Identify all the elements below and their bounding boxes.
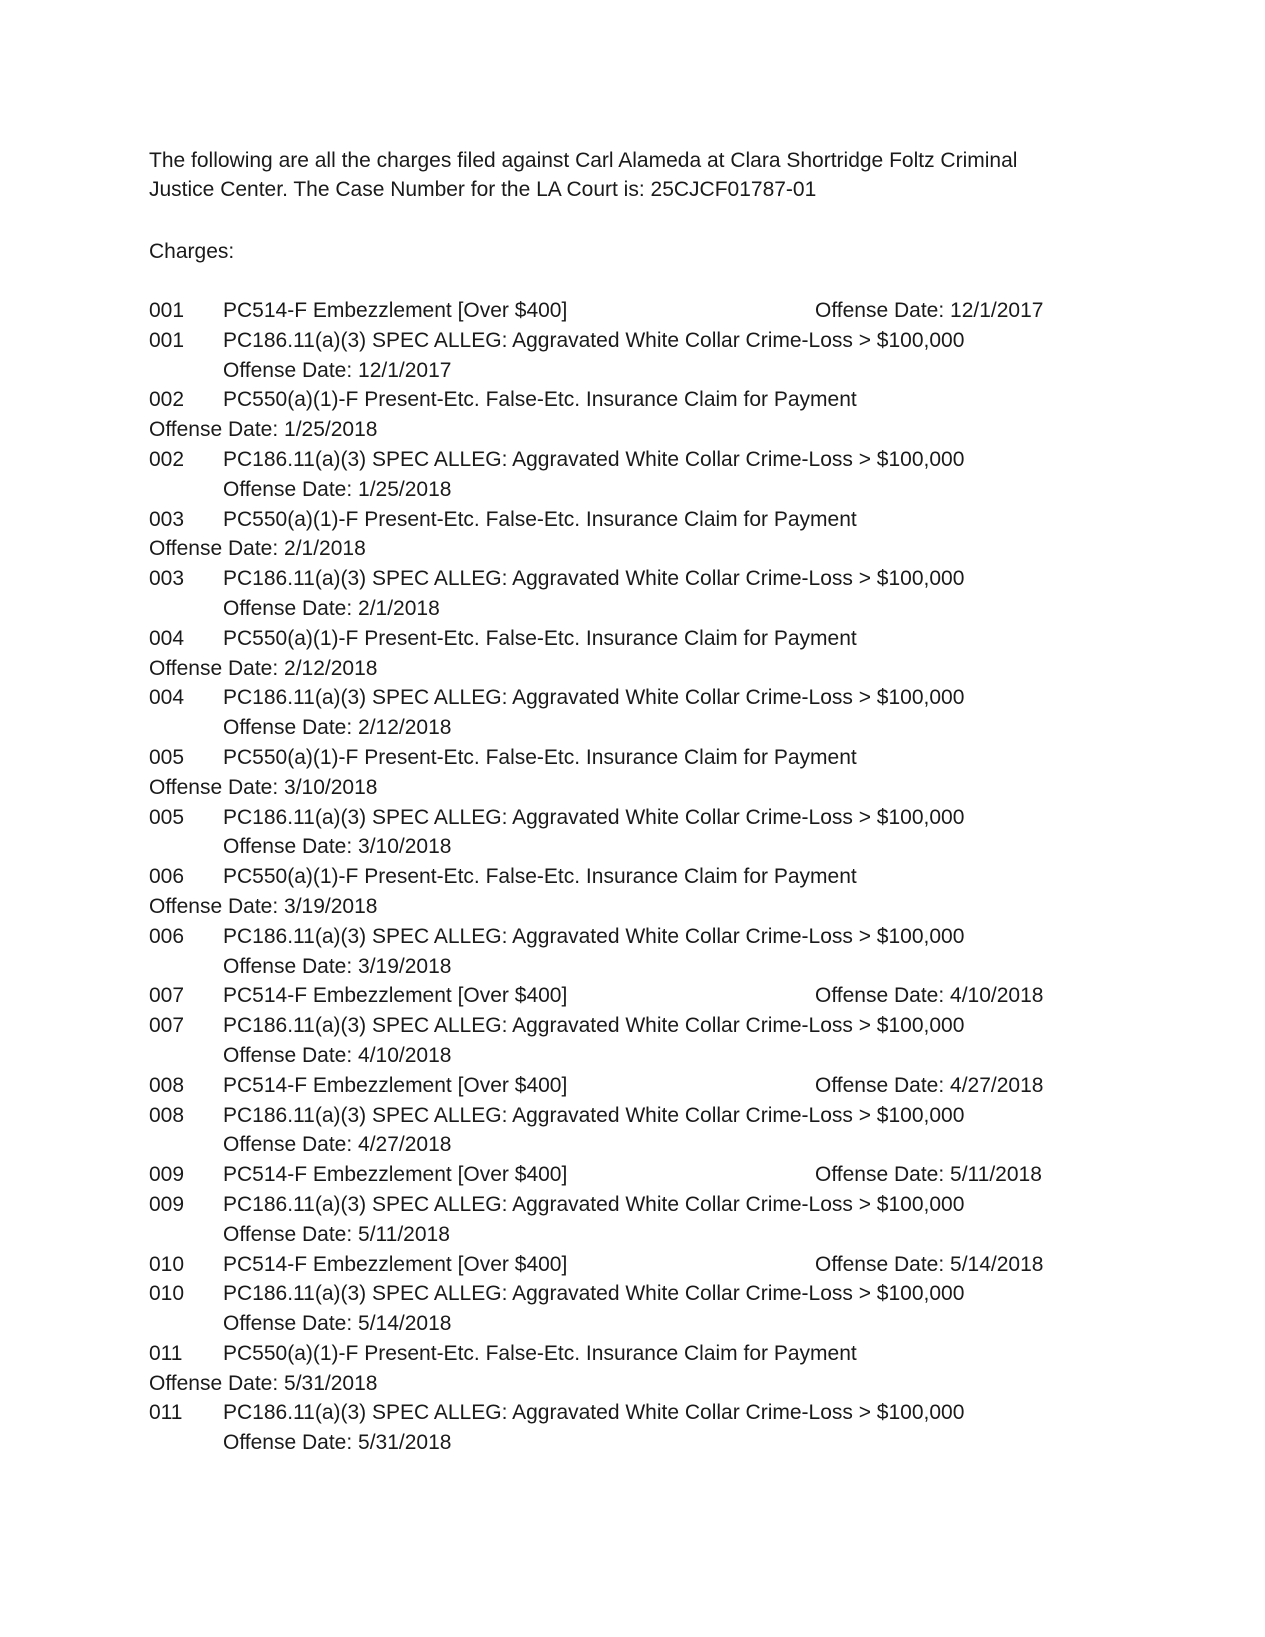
offense-date: Offense Date: 5/14/2018 [815, 1252, 1044, 1276]
offense-date-row [149, 952, 1149, 982]
offense-date: Offense Date: 5/31/2018 [223, 1431, 452, 1455]
charge-row [149, 1339, 1149, 1369]
charge-row [149, 1160, 1149, 1190]
charge-number: 007 [149, 1014, 185, 1038]
charge-description: PC550(a)(1)-F Present-Etc. False-Etc. Insurance Claim for Payment [223, 865, 857, 889]
charge-description: PC186.11(a)(3) SPEC ALLEG: Aggravated White Collar Crime-Loss > $100,000 [223, 1401, 965, 1425]
offense-date: Offense Date: 5/11/2018 [223, 1222, 450, 1246]
offense-date: Offense Date: 3/19/2018 [149, 894, 378, 918]
offense-date-row [149, 1428, 1149, 1458]
charge-description: PC514-F Embezzlement [Over $400] [223, 299, 568, 322]
offense-date: Offense Date: 1/25/2018 [149, 418, 378, 442]
charge-number: 006 [149, 865, 185, 889]
charge-row [149, 1279, 1149, 1309]
charge-row [149, 326, 1149, 356]
offense-date-row [149, 1130, 1149, 1160]
offense-date-row [149, 1220, 1149, 1250]
offense-date: Offense Date: 3/19/2018 [223, 954, 452, 978]
charge-row [149, 862, 1149, 892]
offense-date: Offense Date: 5/11/2018 [815, 1163, 1042, 1187]
charge-row [149, 981, 1149, 1011]
offense-date-row [149, 832, 1149, 862]
offense-date: Offense Date: 2/1/2018 [223, 596, 440, 620]
offense-date: Offense Date: 3/10/2018 [149, 775, 378, 799]
charge-number: 003 [149, 567, 185, 591]
charge-description: PC514-F Embezzlement [Over $400] [223, 1252, 568, 1276]
charge-row [149, 624, 1149, 654]
offense-date: Offense Date: 4/27/2018 [815, 1073, 1044, 1097]
charge-description: PC186.11(a)(3) SPEC ALLEG: Aggravated White Collar Crime-Loss > $100,000 [223, 924, 965, 948]
offense-date-row [149, 1369, 1149, 1399]
offense-date-row [149, 534, 1149, 564]
charge-row [149, 385, 1149, 415]
charge-row [149, 743, 1149, 773]
charges-list [149, 296, 1149, 1458]
charge-number: 006 [149, 924, 185, 948]
charge-number: 008 [149, 1073, 185, 1097]
charge-number: 001 [149, 299, 185, 322]
charge-row [149, 1011, 1149, 1041]
offense-date: Offense Date: 3/10/2018 [223, 835, 452, 859]
offense-date: Offense Date: 5/14/2018 [223, 1312, 452, 1336]
charge-number: 011 [149, 1341, 183, 1365]
charge-description: PC186.11(a)(3) SPEC ALLEG: Aggravated White Collar Crime-Loss > $100,000 [223, 1282, 965, 1306]
charge-row [149, 1250, 1149, 1280]
charges-heading: Charges: [149, 240, 235, 263]
offense-date-row [149, 892, 1149, 922]
offense-date-row [149, 594, 1149, 624]
charge-description: PC186.11(a)(3) SPEC ALLEG: Aggravated White Collar Crime-Loss > $100,000 [223, 686, 965, 710]
charge-description: PC186.11(a)(3) SPEC ALLEG: Aggravated White Collar Crime-Loss > $100,000 [223, 447, 965, 471]
charge-number: 001 [149, 328, 185, 352]
charge-row [149, 445, 1149, 475]
charge-number: 002 [149, 388, 185, 412]
offense-date-row [149, 475, 1149, 505]
offense-date-row [149, 773, 1149, 803]
charge-description: PC550(a)(1)-F Present-Etc. False-Etc. Insurance Claim for Payment [223, 1341, 857, 1365]
offense-date: Offense Date: 2/1/2018 [149, 537, 366, 561]
charge-number: 007 [149, 984, 185, 1008]
charge-description: PC186.11(a)(3) SPEC ALLEG: Aggravated White Collar Crime-Loss > $100,000 [223, 1014, 965, 1038]
charge-number: 002 [149, 447, 185, 471]
charge-description: PC186.11(a)(3) SPEC ALLEG: Aggravated White Collar Crime-Loss > $100,000 [223, 567, 965, 591]
offense-date: Offense Date: 4/27/2018 [223, 1133, 452, 1157]
charge-row [149, 683, 1149, 713]
charge-number: 011 [149, 1401, 183, 1425]
charge-number: 005 [149, 805, 185, 829]
charge-description: PC550(a)(1)-F Present-Etc. False-Etc. Insurance Claim for Payment [223, 507, 857, 531]
intro-line-1: The following are all the charges filed against Carl Alameda at Clara Shortridge Foltz Criminal [149, 149, 1018, 172]
offense-date: Offense Date: 2/12/2018 [223, 716, 452, 740]
charge-row [149, 922, 1149, 952]
offense-date: Offense Date: 1/25/2018 [223, 477, 452, 501]
charge-description: PC186.11(a)(3) SPEC ALLEG: Aggravated White Collar Crime-Loss > $100,000 [223, 1192, 965, 1216]
charge-row [149, 564, 1149, 594]
offense-date-row [149, 415, 1149, 445]
offense-date: Offense Date: 12/1/2017 [815, 299, 1044, 322]
charge-row [149, 505, 1149, 535]
charge-description: PC550(a)(1)-F Present-Etc. False-Etc. Insurance Claim for Payment [223, 626, 857, 650]
charge-description: PC514-F Embezzlement [Over $400] [223, 984, 568, 1008]
charge-number: 009 [149, 1192, 185, 1216]
charge-number: 003 [149, 507, 185, 531]
intro-line-2: Justice Center. The Case Number for the LA Court is: 25CJCF01787-01 [149, 178, 817, 201]
charge-description: PC550(a)(1)-F Present-Etc. False-Etc. Insurance Claim for Payment [223, 388, 857, 412]
charge-number: 010 [149, 1282, 185, 1306]
charge-row [149, 803, 1149, 833]
charge-row [149, 1190, 1149, 1220]
charge-description: PC514-F Embezzlement [Over $400] [223, 1073, 568, 1097]
charge-number: 005 [149, 745, 185, 769]
offense-date: Offense Date: 5/31/2018 [149, 1371, 378, 1395]
offense-date: Offense Date: 4/10/2018 [815, 984, 1044, 1008]
offense-date-row [149, 1309, 1149, 1339]
charge-description: PC186.11(a)(3) SPEC ALLEG: Aggravated White Collar Crime-Loss > $100,000 [223, 805, 965, 829]
charge-number: 009 [149, 1163, 185, 1187]
charge-description: PC186.11(a)(3) SPEC ALLEG: Aggravated White Collar Crime-Loss > $100,000 [223, 328, 965, 352]
charge-number: 004 [149, 686, 185, 710]
offense-date: Offense Date: 12/1/2017 [223, 358, 452, 382]
intro-paragraph [149, 146, 1149, 204]
charge-row [149, 1101, 1149, 1131]
offense-date: Offense Date: 4/10/2018 [223, 1043, 452, 1067]
charge-number: 010 [149, 1252, 185, 1276]
charge-description: PC186.11(a)(3) SPEC ALLEG: Aggravated White Collar Crime-Loss > $100,000 [223, 1103, 965, 1127]
charge-row [149, 1071, 1149, 1101]
offense-date-row [149, 713, 1149, 743]
charge-number: 008 [149, 1103, 185, 1127]
charge-description: PC514-F Embezzlement [Over $400] [223, 1163, 568, 1187]
offense-date: Offense Date: 2/12/2018 [149, 656, 378, 680]
charge-row [149, 296, 1149, 326]
charge-number: 004 [149, 626, 185, 650]
offense-date-row [149, 654, 1149, 684]
offense-date-row [149, 1041, 1149, 1071]
charge-description: PC550(a)(1)-F Present-Etc. False-Etc. Insurance Claim for Payment [223, 745, 857, 769]
offense-date-row [149, 356, 1149, 386]
charge-row [149, 1398, 1149, 1428]
